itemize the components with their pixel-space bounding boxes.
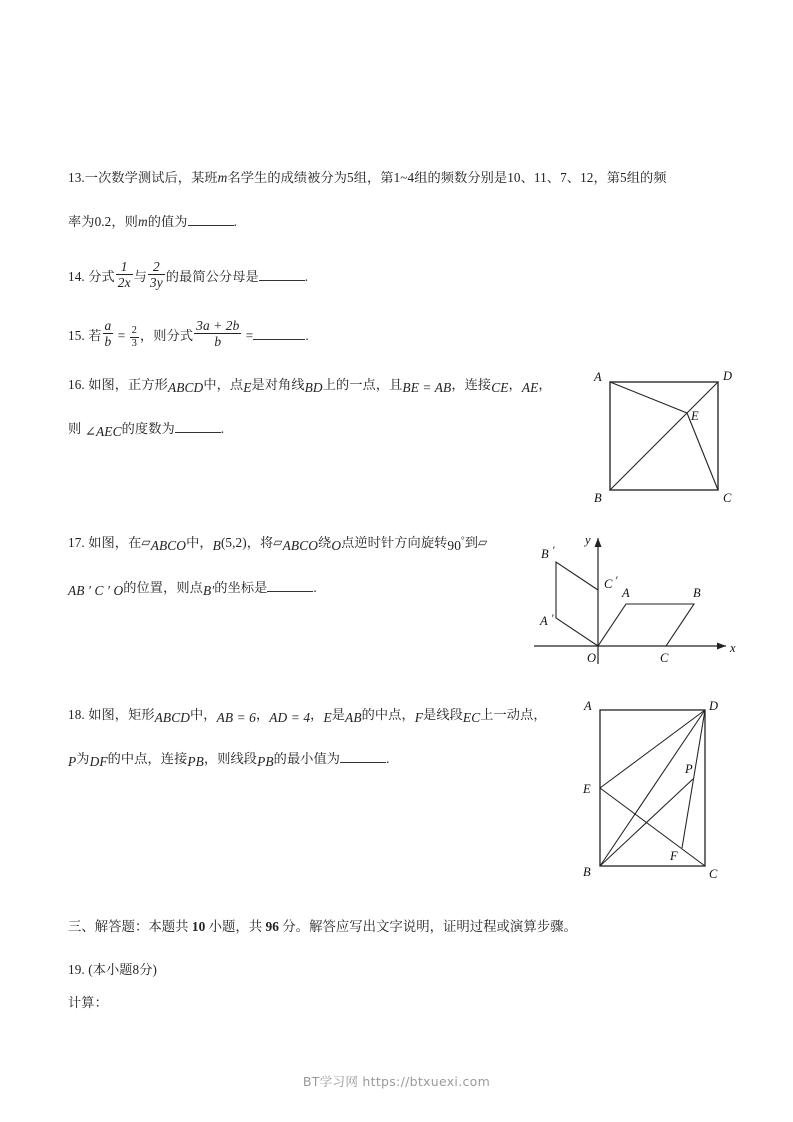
q15-equals-1: = (117, 327, 126, 343)
q16-var-ae: AE (521, 380, 539, 395)
q18-t8: 上一动点， (480, 707, 547, 722)
q16-answer-blank[interactable] (175, 420, 221, 433)
q17-var-b: B (212, 538, 221, 553)
q16-var-ce: CE (491, 380, 509, 395)
figure-rect-label-F: F (670, 849, 678, 863)
figure-rect-label-B: B (583, 865, 591, 879)
q18-t1: 如图，矩形 (88, 707, 155, 722)
q16-t8: 则 (68, 421, 82, 436)
q13-text-b: 名学生的成绩被分为5组，第1~4组的频数分别是10、11、7、12，第5组的频 (227, 170, 667, 185)
q14-answer-blank[interactable] (259, 268, 305, 281)
figure-coord-prime-B: ′ (552, 545, 555, 557)
q18-t4: ， (310, 707, 324, 722)
section-mid-1: 小题，共 (208, 919, 263, 934)
question-16 (68, 370, 588, 444)
q13-var-m: m (217, 170, 228, 185)
question-13-line-1 (68, 163, 740, 193)
q18-answer-blank[interactable] (340, 750, 386, 763)
q16-var-abcd: ABCD (167, 380, 204, 395)
q18-var-df: DF (89, 754, 108, 769)
q15-fraction-1 (103, 318, 114, 349)
q17-t2: 中， (186, 535, 213, 550)
question-13-line-2 (68, 207, 740, 237)
figure-square-label-B: B (594, 491, 602, 505)
question-19 (68, 955, 157, 985)
q18-var-f: F (414, 710, 424, 725)
q16-var-bd: BD (304, 380, 323, 395)
q18-t9: 为 (76, 751, 90, 766)
parallelogram-icon-1: ▱ (141, 535, 151, 549)
q18-t10: 的中点，连接 (107, 751, 188, 766)
q18-t3: ， (255, 707, 270, 722)
q17-t3: ，将 (246, 535, 274, 550)
question-14 (68, 258, 308, 292)
q18-period: . (386, 751, 390, 766)
question-17-line-2 (68, 573, 538, 603)
section-mid-2: 分。解答应写出文字说明，证明过程或演算步骤。 (282, 919, 577, 934)
q15-frac2-numerator: 2 (131, 325, 138, 337)
figure-coord-label-C: C (660, 651, 669, 665)
q18-t11: ，则线段 (203, 751, 258, 766)
q18-t6: 的中点， (361, 707, 415, 722)
q15-frac2-denominator: 3 (131, 338, 138, 349)
q15-frac3-numerator: 3a + 2b (196, 318, 240, 334)
q13-text-a: 一次数学测试后，某班 (84, 170, 218, 185)
q17-var-o: O (331, 538, 342, 553)
q16-number: 16. (68, 377, 85, 392)
q16-t1: 如图，正方形 (88, 377, 168, 392)
question-15-line-1 (68, 317, 309, 351)
q18-t12: 的最小值为 (273, 751, 341, 766)
q17-var-b-prime: B (202, 583, 212, 598)
figure-square-label-C: C (723, 491, 732, 505)
question-19-header (68, 955, 157, 985)
figure-coord-label-A-prime: A (540, 614, 548, 628)
question-19-prompt-line (68, 988, 108, 1018)
figure-coord-label-C-prime: C (604, 577, 613, 591)
q16-var-e: E (243, 380, 252, 395)
question-19-prompt-wrap (68, 988, 108, 1018)
q14-text-b: 与 (133, 268, 147, 284)
parallelogram-icon-3: ▱ (478, 535, 488, 549)
figure-coord-prime-A: ′ (551, 613, 554, 625)
question-17 (68, 528, 538, 603)
q17-var-abco-2: ABCO (282, 538, 319, 553)
q18-var-abcd: ABCD (154, 710, 191, 725)
question-13 (68, 163, 740, 237)
q13-var-m-2: m (137, 214, 148, 229)
figure-coord-label-x: x (730, 641, 736, 655)
q14-frac2-numerator: 2 (152, 259, 160, 274)
question-18-line-1 (68, 700, 578, 730)
q18-t2: 中， (190, 707, 217, 722)
q19-subtitle: (本小题8分) (88, 962, 158, 977)
q16-t4: 上的一点，且 (322, 377, 403, 392)
section-three-header (68, 916, 577, 935)
q17-period: . (313, 580, 317, 595)
q13-number: 13. (68, 170, 85, 185)
figure-coord-label-y: y (585, 533, 591, 547)
footer-watermark (0, 1072, 793, 1090)
q14-text-c: 的最简公分母是 (165, 268, 259, 284)
question-16-line-2 (68, 414, 588, 444)
footer-site-text: BT学习网 https://btxuexi.com (302, 1074, 491, 1089)
q14-frac1-numerator: 1 (120, 259, 128, 274)
q15-frac3-denominator: b (194, 333, 241, 349)
q17-var-abco-rotated: AB ′ C ′ O (68, 583, 124, 598)
q16-t3: 是对角线 (251, 377, 305, 392)
q15-text-a: 若 (88, 327, 102, 343)
figure-rect-label-A: A (584, 699, 592, 713)
q18-var-ec: EC (462, 710, 481, 725)
q16-angle-aec: ∠AEC (84, 424, 122, 439)
q17-var-abco-1: ABCO (150, 538, 187, 553)
q17-t4: 绕 (318, 535, 332, 550)
parallelogram-icon-2: ▱ (273, 535, 283, 549)
q16-eq-be-ab: BE = AB (402, 380, 452, 395)
q15-text-b: ，则分式 (140, 327, 194, 343)
figure-rect-label-E: E (583, 782, 591, 796)
figure-rectangle-abcd (578, 698, 728, 888)
q13-answer-blank[interactable] (188, 213, 234, 226)
q18-number: 18. (68, 707, 85, 722)
q16-t5: ，连接 (451, 377, 492, 392)
q16-t6: ， (508, 377, 522, 392)
q14-fraction-1 (116, 259, 133, 290)
q14-frac1-denominator: 2x (117, 275, 131, 290)
q15-number: 15. (68, 327, 85, 343)
q17-t6: 到 (464, 535, 478, 550)
q15-frac1-numerator: a (104, 318, 112, 333)
q18-var-pb-1: PB (187, 754, 204, 769)
question-16-line-1 (68, 370, 588, 400)
figure-coord-label-B: B (693, 586, 701, 600)
figure-coordinate-parallelogram (534, 522, 746, 672)
q16-t9: 的度数为 (121, 421, 175, 436)
q15-fraction-3 (194, 318, 241, 349)
q13-period: . (233, 214, 237, 229)
q18-eq-ad: AD = 4 (269, 710, 311, 725)
q17-answer-blank[interactable] (267, 579, 313, 592)
q16-t7: ， (538, 377, 552, 392)
q16-t2: 中，点 (203, 377, 244, 392)
q18-t7: 是线段 (423, 707, 463, 722)
q17-point-b-coords: (5,2) (220, 535, 247, 550)
q17-angle-90: 90 (447, 538, 461, 553)
q18-var-p: P (68, 754, 77, 769)
q17-t8: 的坐标是 (214, 580, 268, 595)
q15-answer-blank[interactable] (253, 327, 305, 340)
q18-var-pb-2: PB (257, 754, 274, 769)
q19-number: 19. (68, 962, 85, 977)
q14-number: 14. (68, 268, 85, 284)
figure-coord-prime-C: ′ (615, 575, 618, 587)
figure-rect-label-P: P (685, 762, 693, 776)
figure-coord-label-B-prime: B (541, 547, 549, 561)
question-18 (68, 700, 578, 774)
q18-var-e: E (323, 710, 332, 725)
q17-number: 17. (68, 535, 85, 550)
q13-text-c: 率为0.2，则 (68, 214, 138, 229)
q14-text-a: 分式 (88, 268, 115, 284)
figure-square-label-A: A (594, 370, 602, 384)
degree-icon: ° (461, 535, 465, 545)
q15-equals-2: = (245, 327, 254, 343)
q18-var-ab: AB (345, 710, 362, 725)
figure-coord-label-A: A (622, 586, 630, 600)
q14-period: . (304, 268, 309, 284)
question-14-line-1 (68, 258, 308, 292)
section-total-score: 96 (265, 919, 279, 934)
figure-square-label-D: D (723, 369, 733, 383)
q14-frac2-denominator: 3y (149, 275, 163, 290)
q17-t7: 的位置，则点 (123, 580, 203, 595)
question-18-line-2 (68, 744, 578, 774)
q14-fraction-2 (148, 259, 165, 290)
figure-square-abcd (592, 368, 738, 508)
q13-text-d: 的值为 (147, 214, 188, 229)
q18-t5: 是 (331, 707, 346, 722)
q15-fraction-2 (130, 325, 139, 350)
question-15 (68, 317, 309, 351)
q17-t5: 点逆时针方向旋转 (341, 535, 448, 550)
q18-eq-ab: AB = 6 (216, 710, 256, 725)
q15-frac1-denominator: b (104, 334, 112, 349)
q17-b-prime-mark: ′ (211, 583, 215, 598)
figure-square-label-E: E (691, 409, 699, 423)
q17-t1: 如图，在 (88, 535, 142, 550)
figure-rect-label-C: C (709, 867, 718, 881)
figure-rect-label-D: D (709, 699, 719, 713)
section-question-count: 10 (191, 919, 206, 934)
q16-period: . (220, 421, 225, 436)
section-prefix: 三、解答题：本题共 (68, 919, 189, 934)
question-17-line-1 (68, 528, 538, 559)
q15-period: . (305, 327, 309, 343)
q19-prompt: 计算： (68, 995, 108, 1010)
figure-coord-label-O: O (587, 651, 597, 665)
